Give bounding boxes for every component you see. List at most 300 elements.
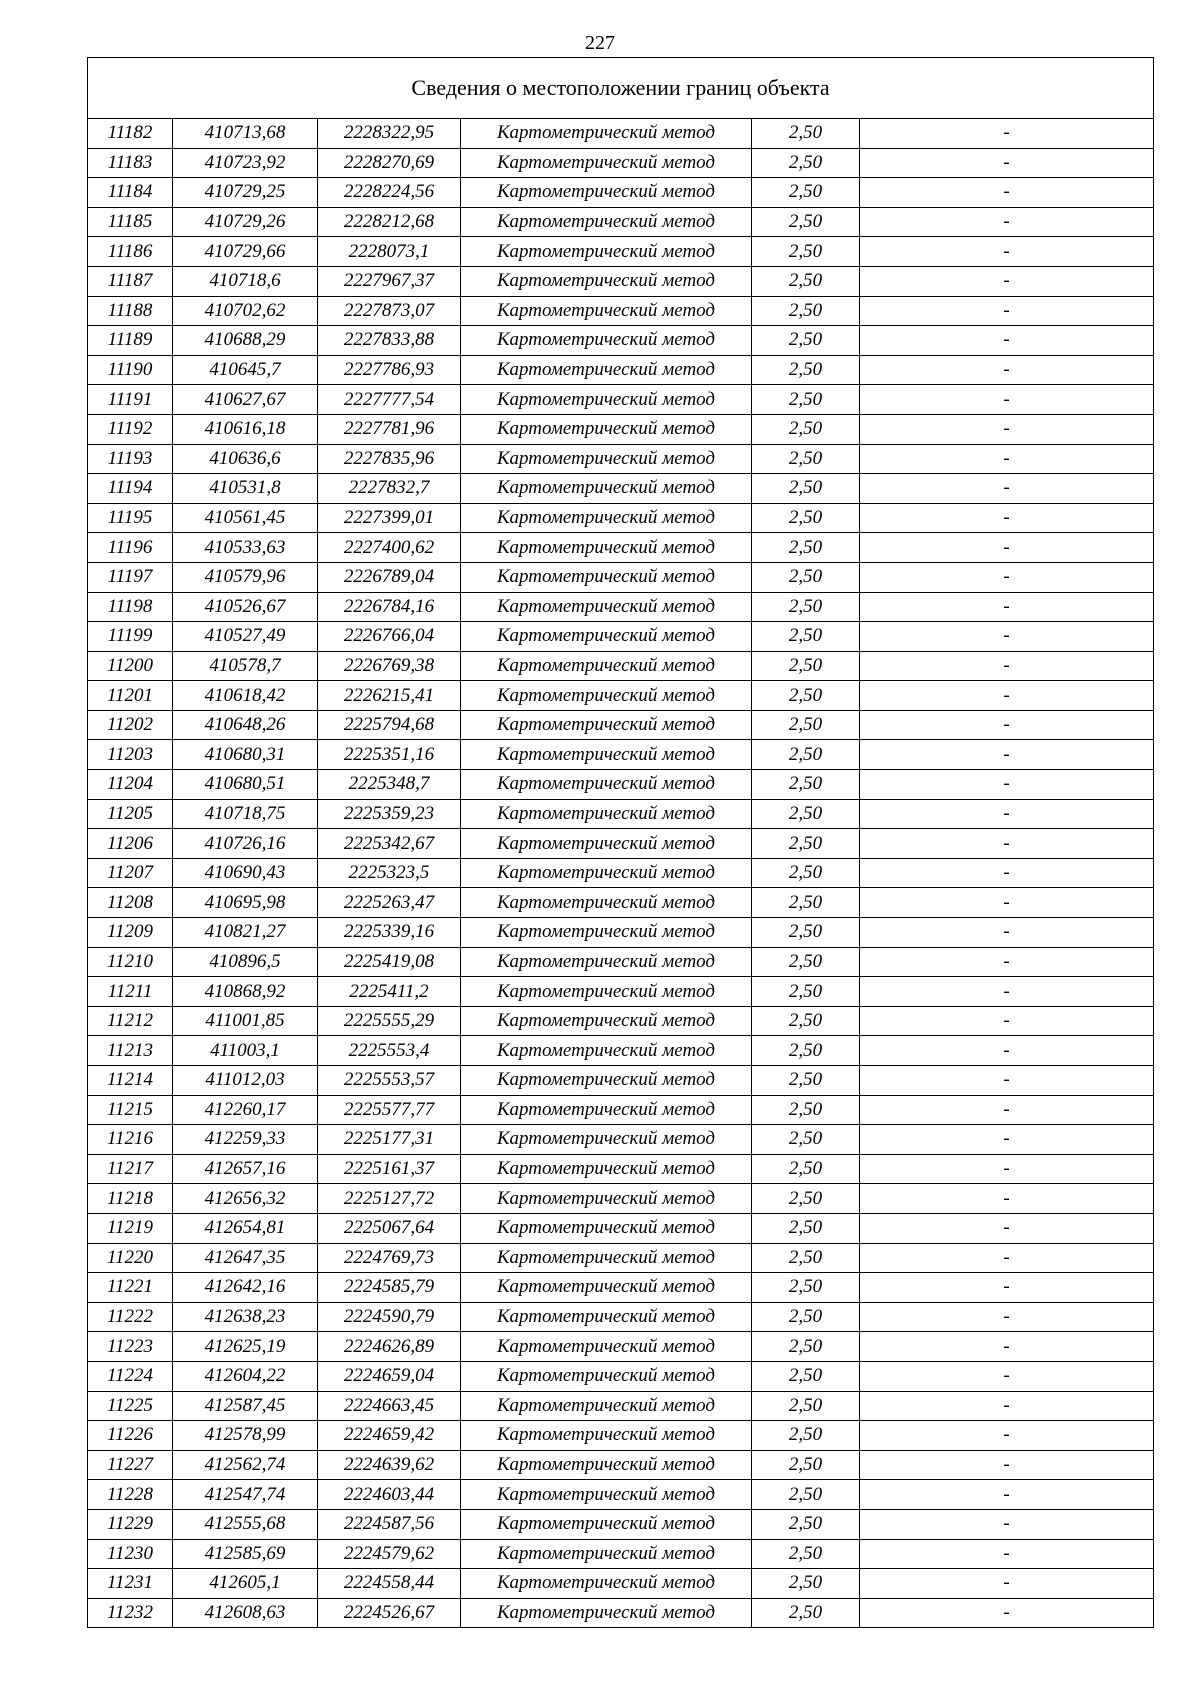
table-body: [88, 119, 1154, 1628]
accuracy-cell: 2,50: [752, 799, 860, 829]
point-number-cell: 11186: [88, 237, 173, 267]
boundary-table: [87, 57, 1154, 1628]
description-cell: -: [860, 237, 1154, 267]
y-coordinate-cell: 2225553,4: [318, 1036, 461, 1066]
accuracy-cell: 2,50: [752, 681, 860, 711]
accuracy-cell: 2,50: [752, 207, 860, 237]
x-coordinate-cell: 411003,1: [173, 1036, 318, 1066]
table-row: [88, 1361, 1154, 1391]
accuracy-cell: 2,50: [752, 119, 860, 149]
description-cell: -: [860, 710, 1154, 740]
description-cell: -: [860, 1154, 1154, 1184]
x-coordinate-cell: 411001,85: [173, 1006, 318, 1036]
y-coordinate-cell: 2228073,1: [318, 237, 461, 267]
y-coordinate-cell: 2228270,69: [318, 148, 461, 178]
x-coordinate-cell: 412562,74: [173, 1450, 318, 1480]
accuracy-cell: 2,50: [752, 977, 860, 1007]
table-row: [88, 1184, 1154, 1214]
table-row: [88, 296, 1154, 326]
method-cell: Картометрический метод: [461, 503, 752, 533]
method-cell: Картометрический метод: [461, 592, 752, 622]
table-row: [88, 1243, 1154, 1273]
table-row: [88, 1450, 1154, 1480]
table-row: [88, 888, 1154, 918]
accuracy-cell: 2,50: [752, 1125, 860, 1155]
accuracy-cell: 2,50: [752, 326, 860, 356]
accuracy-cell: 2,50: [752, 562, 860, 592]
y-coordinate-cell: 2224769,73: [318, 1243, 461, 1273]
method-cell: Картометрический метод: [461, 148, 752, 178]
method-cell: Картометрический метод: [461, 178, 752, 208]
table-row: [88, 533, 1154, 563]
description-cell: -: [860, 888, 1154, 918]
x-coordinate-cell: 410648,26: [173, 710, 318, 740]
description-cell: -: [860, 1213, 1154, 1243]
accuracy-cell: 2,50: [752, 1243, 860, 1273]
table-row: [88, 918, 1154, 948]
method-cell: Картометрический метод: [461, 207, 752, 237]
point-number-cell: 11191: [88, 385, 173, 415]
y-coordinate-cell: 2227777,54: [318, 385, 461, 415]
point-number-cell: 11207: [88, 858, 173, 888]
accuracy-cell: 2,50: [752, 947, 860, 977]
x-coordinate-cell: 410718,75: [173, 799, 318, 829]
method-cell: Картометрический метод: [461, 947, 752, 977]
method-cell: Картометрический метод: [461, 414, 752, 444]
accuracy-cell: 2,50: [752, 858, 860, 888]
method-cell: Картометрический метод: [461, 1332, 752, 1362]
point-number-cell: 11208: [88, 888, 173, 918]
description-cell: -: [860, 1066, 1154, 1096]
point-number-cell: 11203: [88, 740, 173, 770]
table-row: [88, 1066, 1154, 1096]
method-cell: Картометрический метод: [461, 1095, 752, 1125]
table-row: [88, 799, 1154, 829]
point-number-cell: 11228: [88, 1480, 173, 1510]
description-cell: -: [860, 1450, 1154, 1480]
method-cell: Картометрический метод: [461, 1598, 752, 1628]
x-coordinate-cell: 410618,42: [173, 681, 318, 711]
y-coordinate-cell: 2224659,04: [318, 1361, 461, 1391]
y-coordinate-cell: 2225577,77: [318, 1095, 461, 1125]
point-number-cell: 11229: [88, 1509, 173, 1539]
description-cell: -: [860, 148, 1154, 178]
x-coordinate-cell: 410688,29: [173, 326, 318, 356]
y-coordinate-cell: 2225342,67: [318, 829, 461, 859]
description-cell: -: [860, 799, 1154, 829]
x-coordinate-cell: 412638,23: [173, 1302, 318, 1332]
point-number-cell: 11193: [88, 444, 173, 474]
x-coordinate-cell: 412605,1: [173, 1569, 318, 1599]
point-number-cell: 11222: [88, 1302, 173, 1332]
y-coordinate-cell: 2225348,7: [318, 770, 461, 800]
description-cell: -: [860, 1361, 1154, 1391]
x-coordinate-cell: 410729,25: [173, 178, 318, 208]
x-coordinate-cell: 410645,7: [173, 355, 318, 385]
accuracy-cell: 2,50: [752, 829, 860, 859]
accuracy-cell: 2,50: [752, 1450, 860, 1480]
y-coordinate-cell: 2225351,16: [318, 740, 461, 770]
point-number-cell: 11226: [88, 1421, 173, 1451]
point-number-cell: 11210: [88, 947, 173, 977]
x-coordinate-cell: 412657,16: [173, 1154, 318, 1184]
point-number-cell: 11199: [88, 622, 173, 652]
accuracy-cell: 2,50: [752, 414, 860, 444]
method-cell: Картометрический метод: [461, 1036, 752, 1066]
x-coordinate-cell: 412578,99: [173, 1421, 318, 1451]
x-coordinate-cell: 412625,19: [173, 1332, 318, 1362]
point-number-cell: 11227: [88, 1450, 173, 1480]
x-coordinate-cell: 410616,18: [173, 414, 318, 444]
y-coordinate-cell: 2224585,79: [318, 1273, 461, 1303]
y-coordinate-cell: 2225263,47: [318, 888, 461, 918]
table-row: [88, 178, 1154, 208]
description-cell: -: [860, 1036, 1154, 1066]
description-cell: -: [860, 1391, 1154, 1421]
method-cell: Картометрический метод: [461, 977, 752, 1007]
y-coordinate-cell: 2224663,45: [318, 1391, 461, 1421]
accuracy-cell: 2,50: [752, 1509, 860, 1539]
point-number-cell: 11195: [88, 503, 173, 533]
method-cell: Картометрический метод: [461, 1154, 752, 1184]
y-coordinate-cell: 2225067,64: [318, 1213, 461, 1243]
description-cell: -: [860, 622, 1154, 652]
method-cell: Картометрический метод: [461, 1509, 752, 1539]
y-coordinate-cell: 2224526,67: [318, 1598, 461, 1628]
point-number-cell: 11182: [88, 119, 173, 149]
x-coordinate-cell: 412608,63: [173, 1598, 318, 1628]
accuracy-cell: 2,50: [752, 1539, 860, 1569]
method-cell: Картометрический метод: [461, 562, 752, 592]
x-coordinate-cell: 410729,66: [173, 237, 318, 267]
x-coordinate-cell: 410527,49: [173, 622, 318, 652]
point-number-cell: 11190: [88, 355, 173, 385]
table-row: [88, 1273, 1154, 1303]
x-coordinate-cell: 410702,62: [173, 296, 318, 326]
method-cell: Картометрический метод: [461, 474, 752, 504]
description-cell: -: [860, 1095, 1154, 1125]
y-coordinate-cell: 2227833,88: [318, 326, 461, 356]
description-cell: -: [860, 326, 1154, 356]
description-cell: -: [860, 740, 1154, 770]
accuracy-cell: 2,50: [752, 888, 860, 918]
description-cell: -: [860, 592, 1154, 622]
description-cell: -: [860, 355, 1154, 385]
method-cell: Картометрический метод: [461, 1066, 752, 1096]
accuracy-cell: 2,50: [752, 1332, 860, 1362]
x-coordinate-cell: 410579,96: [173, 562, 318, 592]
y-coordinate-cell: 2225359,23: [318, 799, 461, 829]
point-number-cell: 11212: [88, 1006, 173, 1036]
accuracy-cell: 2,50: [752, 1184, 860, 1214]
method-cell: Картометрический метод: [461, 1480, 752, 1510]
point-number-cell: 11216: [88, 1125, 173, 1155]
table-row: [88, 355, 1154, 385]
accuracy-cell: 2,50: [752, 266, 860, 296]
description-cell: -: [860, 119, 1154, 149]
accuracy-cell: 2,50: [752, 1302, 860, 1332]
y-coordinate-cell: 2225339,16: [318, 918, 461, 948]
x-coordinate-cell: 411012,03: [173, 1066, 318, 1096]
y-coordinate-cell: 2228212,68: [318, 207, 461, 237]
method-cell: Картометрический метод: [461, 651, 752, 681]
description-cell: -: [860, 207, 1154, 237]
x-coordinate-cell: 410578,7: [173, 651, 318, 681]
table-row: [88, 503, 1154, 533]
point-number-cell: 11215: [88, 1095, 173, 1125]
y-coordinate-cell: 2227786,93: [318, 355, 461, 385]
method-cell: Картометрический метод: [461, 829, 752, 859]
x-coordinate-cell: 410531,8: [173, 474, 318, 504]
accuracy-cell: 2,50: [752, 1273, 860, 1303]
x-coordinate-cell: 410729,26: [173, 207, 318, 237]
x-coordinate-cell: 412260,17: [173, 1095, 318, 1125]
description-cell: -: [860, 681, 1154, 711]
table-row: [88, 1302, 1154, 1332]
accuracy-cell: 2,50: [752, 1391, 860, 1421]
method-cell: Картометрический метод: [461, 1421, 752, 1451]
y-coordinate-cell: 2225161,37: [318, 1154, 461, 1184]
table-row: [88, 740, 1154, 770]
method-cell: Картометрический метод: [461, 622, 752, 652]
point-number-cell: 11185: [88, 207, 173, 237]
accuracy-cell: 2,50: [752, 1569, 860, 1599]
accuracy-cell: 2,50: [752, 1006, 860, 1036]
table-row: [88, 266, 1154, 296]
method-cell: Картометрический метод: [461, 799, 752, 829]
accuracy-cell: 2,50: [752, 1066, 860, 1096]
accuracy-cell: 2,50: [752, 1154, 860, 1184]
point-number-cell: 11220: [88, 1243, 173, 1273]
point-number-cell: 11224: [88, 1361, 173, 1391]
table-row: [88, 592, 1154, 622]
description-cell: -: [860, 266, 1154, 296]
y-coordinate-cell: 2226215,41: [318, 681, 461, 711]
method-cell: Картометрический метод: [461, 385, 752, 415]
y-coordinate-cell: 2224590,79: [318, 1302, 461, 1332]
table-row: [88, 681, 1154, 711]
description-cell: -: [860, 444, 1154, 474]
accuracy-cell: 2,50: [752, 1480, 860, 1510]
table-row: [88, 444, 1154, 474]
table-row: [88, 829, 1154, 859]
description-cell: -: [860, 1569, 1154, 1599]
table-row: [88, 770, 1154, 800]
table-title-row: [88, 58, 1154, 119]
table-row: [88, 710, 1154, 740]
accuracy-cell: 2,50: [752, 385, 860, 415]
method-cell: Картометрический метод: [461, 1243, 752, 1273]
y-coordinate-cell: 2227873,07: [318, 296, 461, 326]
accuracy-cell: 2,50: [752, 592, 860, 622]
table-row: [88, 1539, 1154, 1569]
table-row: [88, 858, 1154, 888]
x-coordinate-cell: 410526,67: [173, 592, 318, 622]
y-coordinate-cell: 2225555,29: [318, 1006, 461, 1036]
description-cell: -: [860, 1598, 1154, 1628]
x-coordinate-cell: 412642,16: [173, 1273, 318, 1303]
method-cell: Картометрический метод: [461, 858, 752, 888]
x-coordinate-cell: 410627,67: [173, 385, 318, 415]
y-coordinate-cell: 2226769,38: [318, 651, 461, 681]
method-cell: Картометрический метод: [461, 1273, 752, 1303]
method-cell: Картометрический метод: [461, 237, 752, 267]
y-coordinate-cell: 2224579,62: [318, 1539, 461, 1569]
table-row: [88, 326, 1154, 356]
y-coordinate-cell: 2225323,5: [318, 858, 461, 888]
point-number-cell: 11217: [88, 1154, 173, 1184]
description-cell: -: [860, 1539, 1154, 1569]
accuracy-cell: 2,50: [752, 503, 860, 533]
method-cell: Картометрический метод: [461, 1184, 752, 1214]
method-cell: Картометрический метод: [461, 681, 752, 711]
table-row: [88, 119, 1154, 149]
description-cell: -: [860, 1273, 1154, 1303]
table-row: [88, 651, 1154, 681]
accuracy-cell: 2,50: [752, 296, 860, 326]
accuracy-cell: 2,50: [752, 651, 860, 681]
description-cell: -: [860, 1302, 1154, 1332]
description-cell: -: [860, 562, 1154, 592]
point-number-cell: 11188: [88, 296, 173, 326]
point-number-cell: 11225: [88, 1391, 173, 1421]
accuracy-cell: 2,50: [752, 178, 860, 208]
y-coordinate-cell: 2225553,57: [318, 1066, 461, 1096]
x-coordinate-cell: 410896,5: [173, 947, 318, 977]
accuracy-cell: 2,50: [752, 770, 860, 800]
description-cell: -: [860, 1509, 1154, 1539]
table-row: [88, 1006, 1154, 1036]
table-row: [88, 977, 1154, 1007]
point-number-cell: 11230: [88, 1539, 173, 1569]
table-row: [88, 1391, 1154, 1421]
method-cell: Картометрический метод: [461, 296, 752, 326]
x-coordinate-cell: 412604,22: [173, 1361, 318, 1391]
description-cell: -: [860, 385, 1154, 415]
y-coordinate-cell: 2227967,37: [318, 266, 461, 296]
y-coordinate-cell: 2226766,04: [318, 622, 461, 652]
y-coordinate-cell: 2225794,68: [318, 710, 461, 740]
description-cell: -: [860, 1243, 1154, 1273]
table-row: [88, 474, 1154, 504]
accuracy-cell: 2,50: [752, 1361, 860, 1391]
description-cell: -: [860, 918, 1154, 948]
y-coordinate-cell: 2224558,44: [318, 1569, 461, 1599]
accuracy-cell: 2,50: [752, 148, 860, 178]
y-coordinate-cell: 2224639,62: [318, 1450, 461, 1480]
y-coordinate-cell: 2227835,96: [318, 444, 461, 474]
point-number-cell: 11198: [88, 592, 173, 622]
table-row: [88, 385, 1154, 415]
x-coordinate-cell: 410561,45: [173, 503, 318, 533]
y-coordinate-cell: 2225177,31: [318, 1125, 461, 1155]
x-coordinate-cell: 412647,35: [173, 1243, 318, 1273]
x-coordinate-cell: 410718,6: [173, 266, 318, 296]
method-cell: Картометрический метод: [461, 1450, 752, 1480]
table-row: [88, 1036, 1154, 1066]
description-cell: -: [860, 651, 1154, 681]
point-number-cell: 11192: [88, 414, 173, 444]
point-number-cell: 11214: [88, 1066, 173, 1096]
table-row: [88, 1480, 1154, 1510]
x-coordinate-cell: 410713,68: [173, 119, 318, 149]
point-number-cell: 11209: [88, 918, 173, 948]
point-number-cell: 11200: [88, 651, 173, 681]
point-number-cell: 11194: [88, 474, 173, 504]
table-row: [88, 148, 1154, 178]
point-number-cell: 11231: [88, 1569, 173, 1599]
description-cell: -: [860, 1332, 1154, 1362]
table-row: [88, 562, 1154, 592]
table-row: [88, 622, 1154, 652]
x-coordinate-cell: 410723,92: [173, 148, 318, 178]
method-cell: Картометрический метод: [461, 740, 752, 770]
point-number-cell: 11197: [88, 562, 173, 592]
description-cell: -: [860, 977, 1154, 1007]
accuracy-cell: 2,50: [752, 444, 860, 474]
point-number-cell: 11187: [88, 266, 173, 296]
table-row: [88, 1154, 1154, 1184]
page-number: 227: [585, 32, 615, 54]
description-cell: -: [860, 178, 1154, 208]
y-coordinate-cell: 2228322,95: [318, 119, 461, 149]
x-coordinate-cell: 410636,6: [173, 444, 318, 474]
y-coordinate-cell: 2225419,08: [318, 947, 461, 977]
x-coordinate-cell: 412259,33: [173, 1125, 318, 1155]
method-cell: Картометрический метод: [461, 1391, 752, 1421]
accuracy-cell: 2,50: [752, 533, 860, 563]
method-cell: Картометрический метод: [461, 1569, 752, 1599]
method-cell: Картометрический метод: [461, 1006, 752, 1036]
method-cell: Картометрический метод: [461, 533, 752, 563]
x-coordinate-cell: 410690,43: [173, 858, 318, 888]
method-cell: Картометрический метод: [461, 918, 752, 948]
x-coordinate-cell: 412587,45: [173, 1391, 318, 1421]
table-row: [88, 1509, 1154, 1539]
x-coordinate-cell: 410821,27: [173, 918, 318, 948]
method-cell: Картометрический метод: [461, 119, 752, 149]
method-cell: Картометрический метод: [461, 355, 752, 385]
point-number-cell: 11221: [88, 1273, 173, 1303]
point-number-cell: 11183: [88, 148, 173, 178]
x-coordinate-cell: 412656,32: [173, 1184, 318, 1214]
table-row: [88, 1125, 1154, 1155]
description-cell: -: [860, 1421, 1154, 1451]
method-cell: Картометрический метод: [461, 1213, 752, 1243]
table-title: Сведения о местоположении границ объекта: [88, 58, 1154, 119]
method-cell: Картометрический метод: [461, 770, 752, 800]
table-row: [88, 207, 1154, 237]
x-coordinate-cell: 412555,68: [173, 1509, 318, 1539]
x-coordinate-cell: 410680,51: [173, 770, 318, 800]
point-number-cell: 11204: [88, 770, 173, 800]
point-number-cell: 11218: [88, 1184, 173, 1214]
accuracy-cell: 2,50: [752, 1095, 860, 1125]
table-row: [88, 414, 1154, 444]
table-row: [88, 237, 1154, 267]
point-number-cell: 11219: [88, 1213, 173, 1243]
description-cell: -: [860, 1125, 1154, 1155]
table-row: [88, 947, 1154, 977]
table-row: [88, 1421, 1154, 1451]
accuracy-cell: 2,50: [752, 740, 860, 770]
accuracy-cell: 2,50: [752, 1036, 860, 1066]
y-coordinate-cell: 2227781,96: [318, 414, 461, 444]
accuracy-cell: 2,50: [752, 918, 860, 948]
x-coordinate-cell: 412654,81: [173, 1213, 318, 1243]
y-coordinate-cell: 2227399,01: [318, 503, 461, 533]
description-cell: -: [860, 858, 1154, 888]
